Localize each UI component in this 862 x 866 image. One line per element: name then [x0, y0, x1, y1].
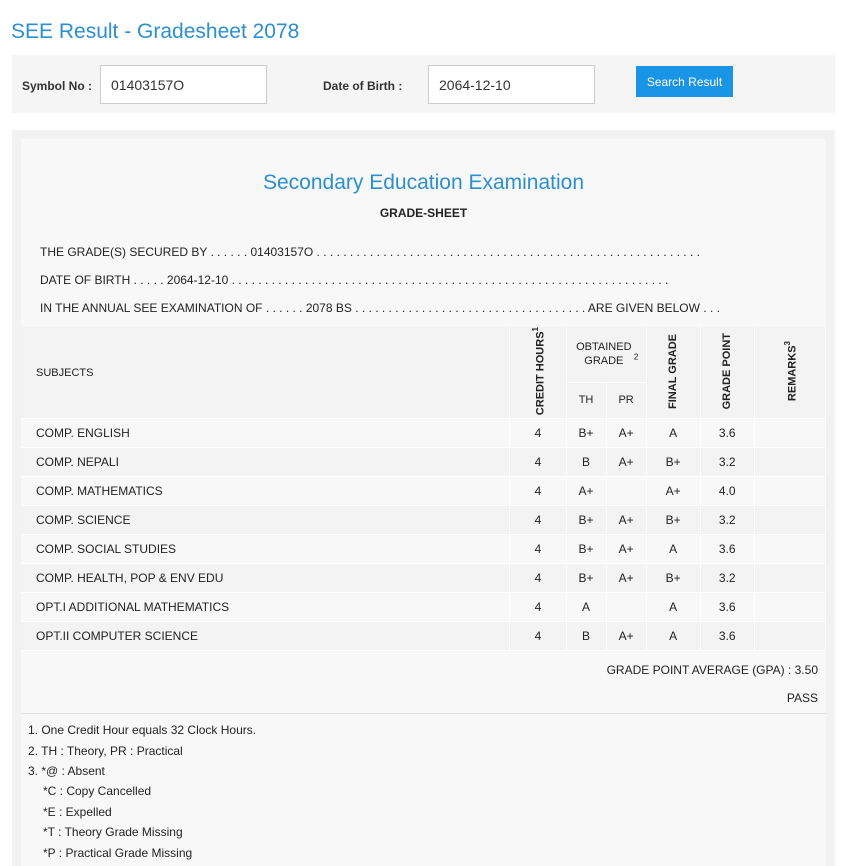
final-grade-cell: A — [646, 535, 700, 564]
final-grade-cell: A — [646, 593, 700, 622]
search-result-button[interactable]: Search Result — [636, 66, 733, 97]
final-grade-cell: B+ — [646, 506, 700, 535]
grade-point-cell: 3.2 — [700, 506, 754, 535]
credit-hours-cell: 4 — [510, 564, 566, 593]
table-header-row — [21, 327, 826, 382]
theory-grade-cell: A — [566, 593, 606, 622]
header-obtained-grade: OBTAINED GRADE $^2$ — [566, 327, 646, 382]
practical-grade-cell — [606, 593, 646, 622]
header-credit-hours: CREDIT HOURS$^1$ — [510, 327, 566, 419]
subject-cell: COMP. SCIENCE — [21, 506, 510, 535]
header-pr: PR — [606, 382, 646, 418]
header-grade-point: GRADE POINT — [700, 327, 754, 419]
practical-grade-cell — [606, 477, 646, 506]
note-2: 2. TH : Theory, PR : Practical — [28, 744, 183, 758]
table-row — [21, 593, 826, 622]
theory-grade-cell: B+ — [566, 506, 606, 535]
symbol-label: Symbol No : — [22, 79, 93, 93]
search-bar — [12, 55, 835, 113]
remarks-cell — [754, 593, 825, 622]
practical-grade-cell: A+ — [606, 622, 646, 651]
dob-input[interactable] — [428, 65, 595, 104]
practical-grade-cell: A+ — [606, 564, 646, 593]
theory-grade-cell: B — [566, 622, 606, 651]
final-grade-cell: B+ — [646, 564, 700, 593]
result-text: PASS — [786, 691, 818, 705]
table-row — [21, 506, 826, 535]
subject-cell: COMP. HEALTH, POP & ENV EDU — [21, 564, 510, 593]
theory-grade-cell: B+ — [566, 535, 606, 564]
table-row — [21, 477, 826, 506]
grade-point-cell: 3.6 — [700, 593, 754, 622]
info-line-exam: IN THE ANNUAL SEE EXAMINATION OF . . . . . . 2078 BS . . . . . . . . . . . . . . . . . . . . . . . . . . . . . . . . . . . ARE GIVEN BELOW . . . — [40, 301, 720, 315]
remarks-cell — [754, 419, 825, 448]
note-6: *T : Theory Grade Missing — [43, 825, 183, 839]
note-7: *P : Practical Grade Missing — [43, 846, 193, 860]
credit-hours-cell: 4 — [510, 506, 566, 535]
info-line-secured-by: THE GRADE(S) SECURED BY . . . . . . 01403157O . . . . . . . . . . . . . . . . . . . . . . . . . . . . . . . . . . . . . . . . . . . . . . . . . . . . . . . . . . — [40, 245, 700, 259]
subject-cell: OPT.II COMPUTER SCIENCE — [21, 622, 510, 651]
symbol-input[interactable] — [100, 65, 267, 104]
practical-grade-cell: A+ — [606, 419, 646, 448]
header-final-grade: FINAL GRADE — [646, 327, 700, 419]
grade-point-cell: 4.0 — [700, 477, 754, 506]
remarks-cell — [754, 622, 825, 651]
table-row — [21, 535, 826, 564]
credit-hours-cell: 4 — [510, 477, 566, 506]
gradesheet-container — [12, 130, 835, 866]
remarks-cell — [754, 448, 825, 477]
grade-point-cell: 3.6 — [700, 535, 754, 564]
info-line-dob: DATE OF BIRTH . . . . . 2064-12-10 . . . . . . . . . . . . . . . . . . . . . . . . . . . . . . . . . . . . . . . . . . . . . . . . . . . . . . . . . . . . . . . . . . — [40, 273, 669, 287]
grade-point-cell: 3.6 — [700, 419, 754, 448]
table-row — [21, 419, 826, 448]
remarks-cell — [754, 535, 825, 564]
theory-grade-cell: B+ — [566, 564, 606, 593]
theory-grade-cell: B — [566, 448, 606, 477]
header-remarks: REMARKS$^3$ — [754, 327, 825, 419]
gradesheet-title: GRADE-SHEET — [379, 206, 468, 220]
grade-point-cell: 3.6 — [700, 622, 754, 651]
header-subjects: SUBJECTS — [21, 327, 510, 419]
header-th: TH — [566, 382, 606, 418]
grade-point-cell: 3.2 — [700, 448, 754, 477]
table-row — [21, 564, 826, 593]
remarks-cell — [754, 506, 825, 535]
practical-grade-cell: A+ — [606, 506, 646, 535]
final-grade-cell: A+ — [646, 477, 700, 506]
table-row — [21, 448, 826, 477]
subject-cell: COMP. SOCIAL STUDIES — [21, 535, 510, 564]
grades-table — [21, 327, 826, 651]
theory-grade-cell: B+ — [566, 419, 606, 448]
note-4: *C : Copy Cancelled — [43, 784, 152, 798]
credit-hours-cell: 4 — [510, 448, 566, 477]
credit-hours-cell: 4 — [510, 622, 566, 651]
credit-hours-cell: 4 — [510, 593, 566, 622]
practical-grade-cell: A+ — [606, 535, 646, 564]
gradesheet — [21, 139, 826, 866]
note-5: *E : Expelled — [43, 805, 112, 819]
subject-cell: COMP. ENGLISH — [21, 419, 510, 448]
final-grade-cell: B+ — [646, 448, 700, 477]
final-grade-cell: A — [646, 419, 700, 448]
theory-grade-cell: A+ — [566, 477, 606, 506]
note-1: 1. One Credit Hour equals 32 Clock Hours. — [28, 723, 257, 737]
remarks-cell — [754, 477, 825, 506]
subject-cell: OPT.I ADDITIONAL MATHEMATICS — [21, 593, 510, 622]
exam-title: Secondary Education Examination — [262, 171, 585, 194]
notes-divider — [21, 713, 826, 714]
credit-hours-cell: 4 — [510, 535, 566, 564]
credit-hours-cell: 4 — [510, 419, 566, 448]
grade-point-cell: 3.2 — [700, 564, 754, 593]
practical-grade-cell: A+ — [606, 448, 646, 477]
page-title: SEE Result - Gradesheet 2078 — [11, 20, 300, 43]
subject-cell: COMP. MATHEMATICS — [21, 477, 510, 506]
dob-label: Date of Birth : — [323, 79, 403, 93]
note-3: 3. *@ : Absent — [28, 764, 105, 778]
table-row — [21, 622, 826, 651]
remarks-cell — [754, 564, 825, 593]
subject-cell: COMP. NEPALI — [21, 448, 510, 477]
gpa-text: GRADE POINT AVERAGE (GPA) : 3.50 — [606, 663, 818, 677]
final-grade-cell: A — [646, 622, 700, 651]
